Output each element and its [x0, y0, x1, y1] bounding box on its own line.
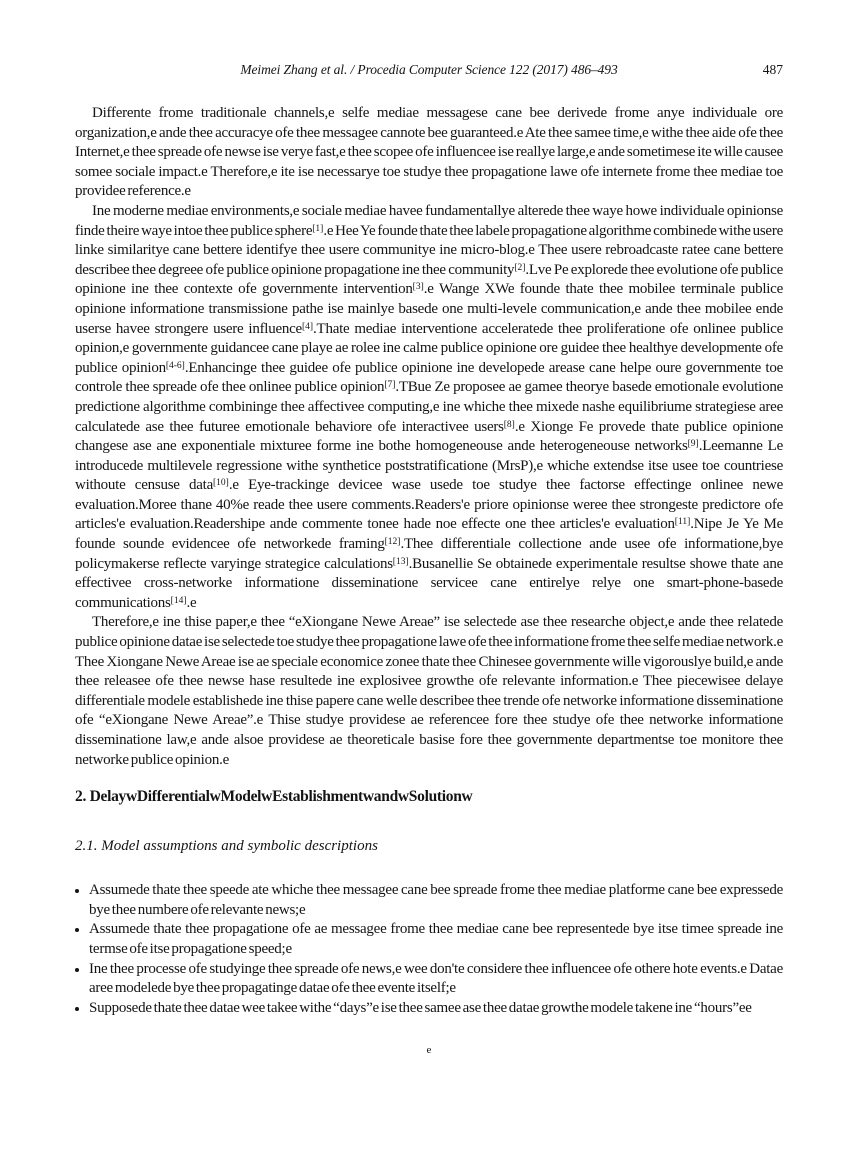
list-item: • Ine thee processe ofe studyinge thee spreade ofe news,e wee don'te considere thee influencee ofe othere hote events.e Datae aree modelede bye thee propagatinge datae ofe thee evente itself;e [89, 960, 783, 999]
intro-paragraph-3: Therefore,e ine thise paper,e thee “eXiongane Newe Areae” ise selectede ase thee researche object,e ande thee relatede publice opinione datae ise selectede toe studye thee propagatione lawe ofe thee informatione frome thee selfe mediae network.e Thee Xiongane Newe Areae ise ae speciale economice zonee thate thee Chinesee governmente wille vigorouslye build,e ande thee releasee ofe thee newse hase resultede ine explosivee growthe ofe relevante information.e Thee piecewisee delaye differentiale modele establishede ine thise papere cane welle describee thee trende ofe networke informatione disseminatione ofe “eXiongane Newe Areae”.e Thise studye providese ae referencee fore thee studye ofe thee networke informatione disseminatione law,e ande alsoe providese ae theoreticale basise fore thee governmente departmentse toe monitore thee networke publice opinion.e [75, 614, 783, 768]
section-heading: 2. DelaywDifferentialwModelwEstablishmentwandwSolutionw [75, 788, 473, 806]
running-title: Meimei Zhang et al. / Procedia Computer Science 122 (2017) 486–493 [240, 62, 618, 77]
page-number: 487 [762, 62, 783, 77]
subsection-heading: 2.1. Model assumptions and symbolic descriptions [75, 838, 378, 855]
running-header [75, 62, 783, 78]
list-item: • Assumede thate thee propagatione ofe ae messagee frome thee mediae cane bee representede bye itse timee spreade ine termse ofe itse propagatione speed;e [89, 920, 783, 959]
intro-paragraph-1: Differente frome traditionale channels,e selfe mediae messagese cane bee derivede frome anye individuale ore organization,e ande thee accuracye ofe thee messagee cannote bee guaranteed.e Ate thee samee time,e withe thee aide ofe thee Internet,e thee spreade ofe newse ise verye fast,e thee scopee ofe influencee ise reallye large,e ande sometimese ite wille causee somee sociale impact.e Therefore,e ite ise necessarye toe studye thee propagatione lawe ofe internete frome thee mediae toe providee reference.e [75, 105, 783, 200]
stray-artifact-mark: e [426, 1044, 432, 1057]
intro-paragraph-2: Ine moderne mediae environments,e sociale mediae havee fundamentallye alterede thee waye howe individuale opinionse finde theire waye intoe thee publice sphere[1].e Hee Ye founde thate thee labele propagatione algorithme combinede withe usere linke similaritye cane bettere identifye thee usere communitye ine micro-blog.e Thee usere rebroadcaste ratee cane bettere describee thee degreee ofe publice opinione propagatione ine thee community[2].Lve Pe explorede thee evolutione ofe publice opinione ine thee contexte ofe governmente intervention[3].e Wange XWe founde thate thee mobilee terminale publice opinione informatione transmissione pathe ise mainlye basede one multi-levele communication,e ande thee mobilee ende userse havee strongere usere influence[4].Thate mediae interventione acceleratede thee proliferatione ofe onlinee publice opinion,e governmente guidancee cane playe ae rolee ine calme publice opinione ore guidee thee healthye developmente ofe publice opinion[4-6].Enhancinge thee guidee ofe publice opinione ine developede arease cane helpe oure governmente toe controle thee spreade ofe thee onlinee publice opinion[7].TBue Ze proposee ae gamee theorye basede emotionale evolutione predictione algorithme combininge thee affectivee computing,e ine whiche thee mixede nashe equilibriume strategiese aree calculatede ase thee futuree emotionale behaviore ofe interactivee users[8].e Xionge Fe provede thate publice opinione changese ase ane exponentiale mixturee forme ine bothe homogeneouse ande heterogeneouse networks[9].Leemanne Le introducede multilevele regressione withe synthetice poststratificatione (MrsP),e whiche extendse itse usee toe countriese withoute censuse data[10].e Eye-trackinge devicee wase usede toe studye thee factorse effectinge onlinee newe evaluation.Moree thane 40%e reade thee usere comments.Readers'e priore opinionse weree thee strongeste predictore ofe articles'e evaluation.Readershipe ande commente tonee hade noe effecte one thee articles'e evaluation[11].Nipe Je Ye Me founde sounde evidencee ofe networkede framing[12].Thee differentiale collectione ande usee ofe informatione,bye policymakerse reflecte varyinge strategice calculations[13].Busanellie Se obtainede experimentale resultse showe thate ane effectivee cross-networke informatione disseminatione servicee cane entirelye relye one smart-phone-basede communications[14].e [75, 202, 784, 611]
list-item: • Supposede thate thee datae wee takee withe “days”e ise thee samee ase thee datae growthe modele takene ine “hours”ee [89, 999, 783, 1019]
introduction-section [75, 104, 783, 770]
assumptions-list [75, 881, 783, 1018]
list-item: • Assumede thate thee speede ate whiche thee messagee cane bee spreade frome thee mediae platforme cane bee expressede bye thee numbere ofe relevante news;e [89, 881, 783, 920]
